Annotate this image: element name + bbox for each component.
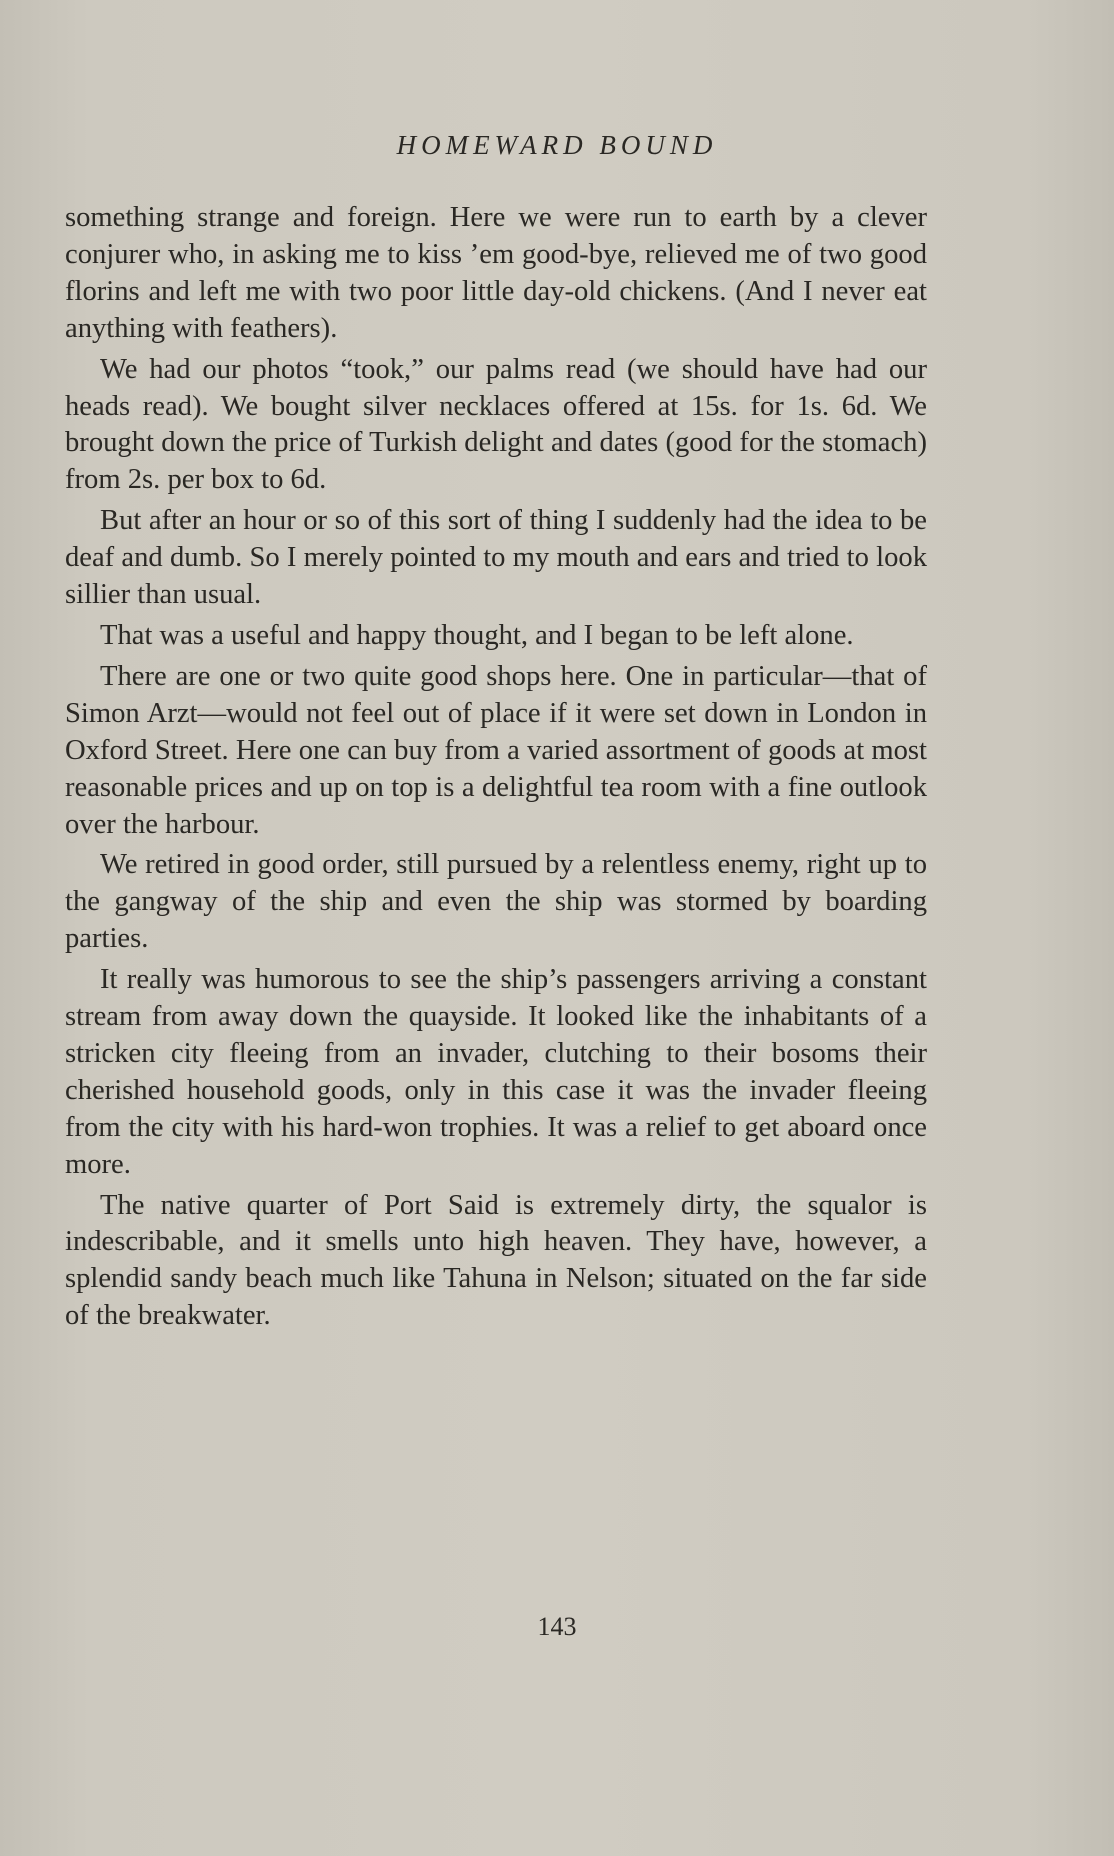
paragraph-2: We had our photos “took,” our palms read (we should have had our heads read). We bought silver necklaces offered at 15s. for 1s. 6d. We brought down the price of Turkish delight and dates (good for the stomach) from 2s. per box to 6d. <box>65 353 927 496</box>
body-text <box>65 200 927 1339</box>
paragraph-7: It really was humorous to see the ship’s passengers arriving a constant stream from away down the quayside. It looked like the inhabitants of a stricken city fleeing from an invader, clutching to their bosoms their cherished household goods, only in this case it was the invader fleeing from the city with his hard-won trophies. It was a relief to get aboard once more. <box>65 964 927 1180</box>
page-number: 143 <box>537 1612 577 1641</box>
paragraph-5: There are one or two quite good shops here. One in particular—that of Simon Arzt—would not feel out of place if it were set down in London in Oxford Street. Here one can buy from a varied assortment of goods at most reasonable prices and up on top is a delightful tea room with a fine outlook over the harbour. <box>65 660 927 840</box>
paragraph-8: The native quarter of Port Said is extremely dirty, the squalor is indescribable, and it smells unto high heaven. They have, however, a splendid sandy beach much like Tahuna in Nelson; situated on the far side of the breakwater. <box>65 1189 927 1332</box>
running-header: HOMEWARD BOUND <box>396 130 718 160</box>
paragraph-1: something strange and foreign. Here we were run to earth by a clever conjurer who, in asking me to kiss ’em good-bye, relieved me of two good florins and left me with two poor little day-old chickens. (And I never eat anything with feathers). <box>65 202 927 344</box>
paragraph-3: But after an hour or so of this sort of thing I suddenly had the idea to be deaf and dumb. So I merely pointed to my mouth and ears and tried to look sillier than usual. <box>65 505 927 611</box>
paragraph-6: We retired in good order, still pursued by a relentless enemy, right up to the gangway of the ship and even the ship was stormed by boarding parties. <box>65 849 927 955</box>
paragraph-4: That was a useful and happy thought, and I began to be left alone. <box>100 619 854 651</box>
